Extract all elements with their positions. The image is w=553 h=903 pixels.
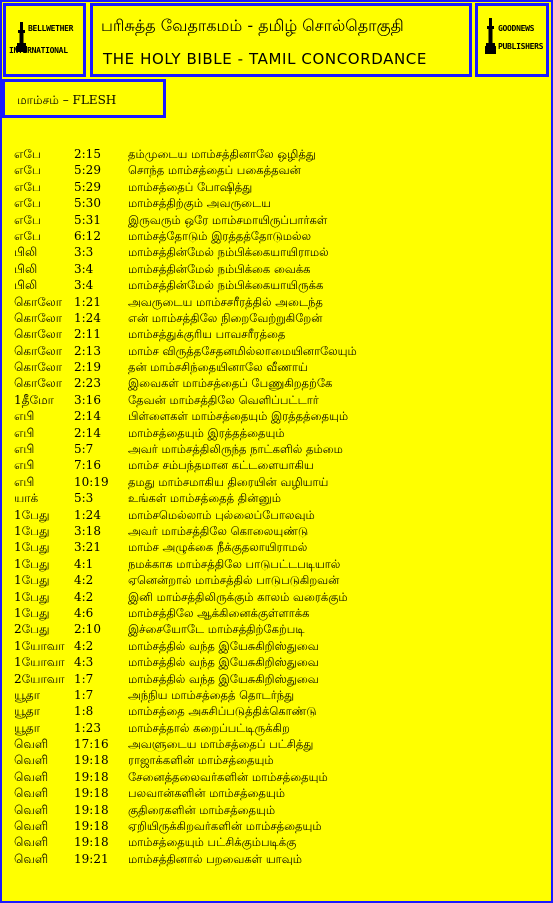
entry-book: 1பேது bbox=[14, 573, 50, 588]
concordance-entry bbox=[14, 654, 544, 670]
entry-book: 1யோவா bbox=[14, 655, 65, 670]
entry-book: கொலோ bbox=[14, 310, 63, 325]
entry-reference: 2:10 bbox=[74, 622, 101, 637]
entry-book: பிலி bbox=[14, 278, 38, 293]
entry-text: சொந்த மாம்சத்தைப் பகைத்தவன் bbox=[128, 163, 301, 178]
entry-book: எபி bbox=[14, 474, 35, 489]
entry-book: 1பேது bbox=[14, 589, 50, 604]
concordance-entry bbox=[14, 392, 544, 408]
concordance-entry bbox=[14, 343, 544, 359]
entry-book: எபே bbox=[14, 228, 41, 243]
concordance-entry bbox=[14, 507, 544, 523]
entry-text: மாம்சத்தை அசுசிப்படுத்திக்கொண்டு bbox=[128, 704, 317, 719]
entry-text: மாம்சத்தைப் போஷித்து bbox=[128, 179, 253, 194]
entry-reference: 19:18 bbox=[74, 819, 109, 834]
concordance-entry bbox=[14, 244, 544, 260]
entry-text: ஏனென்றால் மாம்சத்தில் பாடுபடுகிறவன் bbox=[128, 573, 340, 588]
entry-text: தமது மாம்சமாகிய திரையின் வழியாய் bbox=[128, 474, 329, 489]
concordance-entry bbox=[14, 703, 544, 719]
entry-text: மாம்சத்தையும் இரத்தத்தையும் bbox=[128, 425, 285, 440]
entry-book: பிலி bbox=[14, 261, 38, 276]
concordance-entry bbox=[14, 490, 544, 506]
entry-book: கொலோ bbox=[14, 343, 63, 358]
entry-reference: 2:23 bbox=[74, 376, 101, 391]
entry-book: எபே bbox=[14, 147, 41, 161]
entry-reference: 7:16 bbox=[74, 458, 101, 473]
entry-book: பிலி bbox=[14, 245, 38, 260]
entry-book: வெளி bbox=[14, 786, 49, 801]
entry-reference: 19:18 bbox=[74, 769, 109, 784]
entry-book: 1பேது bbox=[14, 523, 50, 538]
entry-text: உங்கள் மாம்சத்தைத் தின்னும் bbox=[128, 491, 281, 506]
entry-text: மாம்ச அழுக்கை நீக்குதலாயிராமல் bbox=[128, 540, 308, 555]
entry-book: 1பேது bbox=[14, 556, 50, 571]
entry-text: மாம்ச விருத்தசேதனமில்லாமையினாலேயும் bbox=[128, 343, 357, 358]
publisher-logo-right bbox=[475, 3, 549, 77]
concordance-entry bbox=[14, 261, 544, 277]
entry-reference: 3:18 bbox=[74, 523, 101, 538]
entry-book: யூதா bbox=[14, 720, 40, 735]
entry-reference: 2:13 bbox=[74, 343, 101, 358]
entry-reference: 4:2 bbox=[74, 573, 94, 588]
entry-text: தன் மாம்சசிந்தையினாலே வீணாய் bbox=[128, 360, 308, 375]
entry-text: மாம்சத்தில் வந்த இயேசுகிறிஸ்துவை bbox=[128, 671, 319, 686]
concordance-entry bbox=[14, 605, 544, 621]
concordance-entry bbox=[14, 326, 544, 342]
entry-book: எபே bbox=[14, 179, 41, 194]
entry-reference: 1:21 bbox=[74, 294, 101, 309]
entry-book: கொலோ bbox=[14, 327, 63, 342]
entry-reference: 4:3 bbox=[74, 655, 94, 670]
concordance-entry bbox=[14, 195, 544, 211]
concordance-entry bbox=[14, 310, 544, 326]
entry-book: யாக் bbox=[14, 491, 39, 506]
entry-book: வெளி bbox=[14, 737, 49, 752]
entry-book: எபி bbox=[14, 409, 35, 424]
concordance-entry bbox=[14, 539, 544, 555]
entry-reference: 4:1 bbox=[74, 556, 94, 571]
entry-book: 1யோவா bbox=[14, 638, 65, 653]
entry-reference: 5:30 bbox=[74, 196, 101, 211]
entry-reference: 3:4 bbox=[74, 261, 94, 276]
entry-text: மாம்சத்தில் வந்த இயேசுகிறிஸ்துவை bbox=[128, 655, 319, 670]
entry-text: தம்முடைய மாம்சத்தினாலே ஒழித்து bbox=[128, 147, 316, 161]
entry-book: யூதா bbox=[14, 687, 40, 702]
entry-text: மாம்சத்தினால் பறவைகள் யாவும் bbox=[128, 851, 302, 866]
entry-book: எபி bbox=[14, 442, 35, 457]
entry-book: 1தீமோ bbox=[14, 392, 54, 407]
entry-reference: 5:7 bbox=[74, 442, 94, 457]
entry-book: வெளி bbox=[14, 769, 49, 784]
entry-text: ராஜாக்களின் மாம்சத்தையும் bbox=[128, 753, 274, 768]
entry-text: மாம்சத்தால் கறைப்பட்டிருக்கிற bbox=[128, 720, 290, 735]
concordance-entry bbox=[14, 375, 544, 391]
topic-box bbox=[2, 79, 166, 118]
concordance-entry bbox=[14, 523, 544, 539]
entry-reference: 5:31 bbox=[74, 212, 101, 227]
entry-reference: 1:7 bbox=[74, 687, 94, 702]
entry-reference: 1:24 bbox=[74, 310, 101, 325]
entry-book: வெளி bbox=[14, 819, 49, 834]
concordance-entry bbox=[14, 408, 544, 424]
entry-text: மாம்சத்தையும் பட்சிக்கும்படிக்கு bbox=[128, 835, 297, 850]
entry-book: எபே bbox=[14, 212, 41, 227]
entry-reference: 19:18 bbox=[74, 786, 109, 801]
entry-reference: 4:2 bbox=[74, 589, 94, 604]
concordance-entry bbox=[14, 441, 544, 457]
concordance-entry bbox=[14, 638, 544, 654]
entry-text: நமக்காக மாம்சத்திலே பாடுபட்டபடியால் bbox=[128, 556, 341, 571]
topic-heading: மாம்சம் – FLESH bbox=[17, 93, 117, 107]
publisher-right-line1: GOODNEWS bbox=[498, 24, 535, 33]
concordance-entry bbox=[14, 785, 544, 801]
entry-book: எபே bbox=[14, 196, 41, 211]
entry-reference: 2:15 bbox=[74, 147, 101, 161]
concordance-entry bbox=[14, 752, 544, 768]
publisher-right-line2: PUBLISHERS bbox=[498, 42, 544, 51]
entry-book: கொலோ bbox=[14, 294, 63, 309]
entry-book: எபி bbox=[14, 458, 35, 473]
entry-reference: 1:7 bbox=[74, 671, 94, 686]
entry-book: எபி bbox=[14, 425, 35, 440]
concordance-entry bbox=[14, 146, 544, 162]
entry-reference: 10:19 bbox=[74, 474, 109, 489]
concordance-entry bbox=[14, 162, 544, 178]
entry-book: 2பேது bbox=[14, 622, 50, 637]
entry-text: மாம்சத்தின்மேல் நம்பிக்கையாயிராமல் bbox=[128, 245, 329, 260]
entry-book: வெளி bbox=[14, 835, 49, 850]
concordance-list bbox=[14, 146, 544, 867]
entry-reference: 5:29 bbox=[74, 179, 101, 194]
entry-text: அவர் மாம்சத்திலே கொலையுண்டு bbox=[128, 523, 309, 538]
title-english: THE HOLY BIBLE - TAMIL CONCORDANCE bbox=[103, 50, 427, 68]
entry-text: மாம்சத்துக்குரிய பாவசரீரத்தை bbox=[128, 327, 286, 342]
entry-text: பலவான்களின் மாம்சத்தையும் bbox=[128, 786, 286, 801]
entry-book: 1பேது bbox=[14, 507, 50, 522]
entry-text: பிள்ளைகள் மாம்சத்தையும் இரத்தத்தையும் bbox=[128, 409, 349, 424]
entry-book: 1பேது bbox=[14, 540, 50, 555]
entry-reference: 2:11 bbox=[74, 327, 101, 342]
entry-text: இருவரும் ஒரே மாம்சமாயிருப்பார்கள் bbox=[128, 212, 328, 227]
concordance-entry bbox=[14, 474, 544, 490]
entry-reference: 4:6 bbox=[74, 605, 94, 620]
entry-reference: 3:3 bbox=[74, 245, 94, 260]
goodnews-logo-icon bbox=[484, 14, 498, 70]
entry-text: மாம்சத்திற்கும் அவருடைய bbox=[128, 196, 272, 211]
publisher-logo-left bbox=[3, 3, 86, 77]
concordance-entry bbox=[14, 277, 544, 293]
publisher-left-line2: INTERNATIONAL bbox=[9, 46, 68, 55]
concordance-entry bbox=[14, 802, 544, 818]
concordance-entry bbox=[14, 671, 544, 687]
concordance-entry bbox=[14, 687, 544, 703]
entry-book: 2யோவா bbox=[14, 671, 65, 686]
entry-text: மாம்சமெல்லாம் புல்லைப்போலவும் bbox=[128, 507, 315, 522]
entry-reference: 19:18 bbox=[74, 802, 109, 817]
concordance-entry bbox=[14, 359, 544, 375]
entry-reference: 19:18 bbox=[74, 753, 109, 768]
entry-text: அவளுடைய மாம்சத்தைப் பட்சித்து bbox=[128, 737, 314, 752]
concordance-entry bbox=[14, 589, 544, 605]
entry-text: அந்நிய மாம்சத்தைத் தொடர்ந்து bbox=[128, 687, 295, 702]
concordance-entry bbox=[14, 212, 544, 228]
entry-book: வெளி bbox=[14, 753, 49, 768]
entry-reference: 6:12 bbox=[74, 228, 101, 243]
publisher-left-line1: BELLWETHER bbox=[28, 24, 74, 33]
entry-reference: 2:14 bbox=[74, 409, 101, 424]
entry-book: வெளி bbox=[14, 851, 49, 866]
entry-book: 1பேது bbox=[14, 605, 50, 620]
entry-text: மாம்சத்தின்மேல் நம்பிக்கை வைக்க bbox=[128, 261, 311, 276]
concordance-entry bbox=[14, 228, 544, 244]
entry-reference: 5:29 bbox=[74, 163, 101, 178]
entry-text: குதிரைகளின் மாம்சத்தையும் bbox=[128, 802, 276, 817]
concordance-entry bbox=[14, 818, 544, 834]
entry-reference: 3:21 bbox=[74, 540, 101, 555]
entry-reference: 3:4 bbox=[74, 278, 94, 293]
title-banner bbox=[90, 3, 472, 77]
entry-reference: 17:16 bbox=[74, 737, 109, 752]
concordance-entry bbox=[14, 834, 544, 850]
entry-text: மாம்சத்தோடும் இரத்தத்தோடுமல்ல bbox=[128, 228, 312, 243]
concordance-entry bbox=[14, 179, 544, 195]
concordance-entry bbox=[14, 294, 544, 310]
concordance-entry bbox=[14, 736, 544, 752]
concordance-entry bbox=[14, 851, 544, 867]
concordance-entry bbox=[14, 720, 544, 736]
entry-reference: 2:14 bbox=[74, 425, 101, 440]
entry-reference: 1:24 bbox=[74, 507, 101, 522]
entry-text: அவருடைய மாம்சசரீரத்தில் அடைந்த bbox=[128, 294, 323, 309]
entry-reference: 4:2 bbox=[74, 638, 94, 653]
concordance-entry bbox=[14, 457, 544, 473]
entry-reference: 19:21 bbox=[74, 851, 109, 866]
entry-reference: 3:16 bbox=[74, 392, 101, 407]
entry-text: மாம்ச சம்பந்தமான கட்டளையாகிய bbox=[128, 458, 314, 473]
entry-text: மாம்சத்தில் வந்த இயேசுகிறிஸ்துவை bbox=[128, 638, 319, 653]
entry-book: வெளி bbox=[14, 802, 49, 817]
concordance-entry bbox=[14, 556, 544, 572]
concordance-entry bbox=[14, 621, 544, 637]
entry-reference: 2:19 bbox=[74, 360, 101, 375]
title-tamil: பரிசுத்த வேதாகமம் - தமிழ் சொல்தொகுதி bbox=[101, 16, 404, 35]
entry-reference: 19:18 bbox=[74, 835, 109, 850]
entry-text: இச்சையோடே மாம்சத்திற்கேற்படி bbox=[128, 622, 305, 637]
entry-book: யூதா bbox=[14, 704, 40, 719]
entry-book: எபே bbox=[14, 163, 41, 178]
entry-text: இவைகள் மாம்சத்தைப் பேணுகிறதற்கே bbox=[128, 376, 333, 391]
concordance-entry bbox=[14, 572, 544, 588]
entry-book: கொலோ bbox=[14, 360, 63, 375]
entry-text: என் மாம்சத்திலே நிறைவேற்றுகிறேன் bbox=[128, 310, 323, 325]
entry-text: மாம்சத்திலே ஆக்கினைக்குள்ளாக்க bbox=[128, 605, 310, 620]
entry-reference: 5:3 bbox=[74, 491, 94, 506]
concordance-entry bbox=[14, 769, 544, 785]
entry-text: ஏறியிருக்கிறவர்களின் மாம்சத்தையும் bbox=[128, 819, 322, 834]
entry-book: கொலோ bbox=[14, 376, 63, 391]
entry-text: தேவன் மாம்சத்திலே வெளிப்பட்டார் bbox=[128, 392, 319, 407]
entry-text: இனி மாம்சத்திலிருக்கும் காலம் வரைக்கும் bbox=[128, 589, 348, 604]
entry-text: சேனைத்தலைவர்களின் மாம்சத்தையும் bbox=[128, 769, 328, 784]
entry-text: மாம்சத்தின்மேல் நம்பிக்கையாயிருக்க bbox=[128, 278, 324, 293]
entry-reference: 1:8 bbox=[74, 704, 94, 719]
concordance-entry bbox=[14, 425, 544, 441]
entry-text: அவர் மாம்சத்திலிருந்த நாட்களில் தம்மை bbox=[128, 442, 343, 457]
entry-reference: 1:23 bbox=[74, 720, 101, 735]
